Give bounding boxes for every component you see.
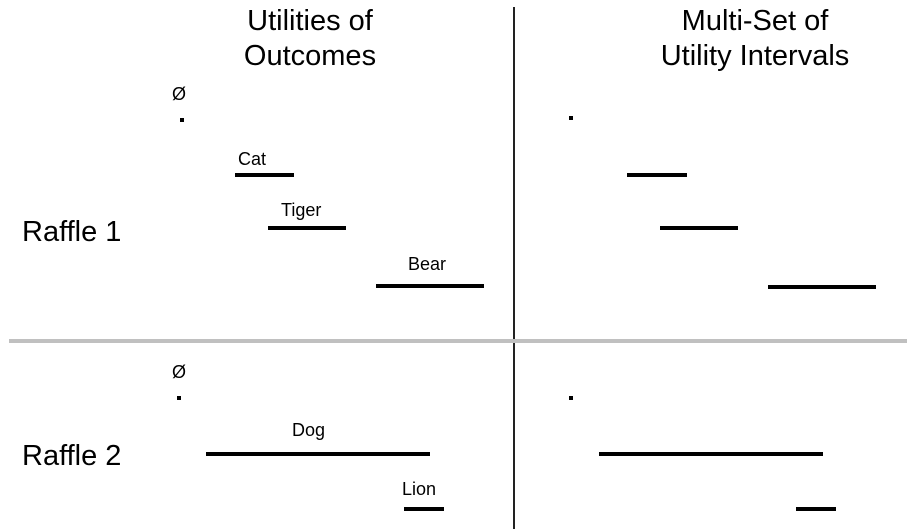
outcome-label-empty-raffle-1: Ø (172, 84, 187, 104)
outcome-label-tiger: Tiger (281, 200, 322, 220)
outcome-label-empty-raffle-2: Ø (172, 362, 187, 382)
heading-left-line-2: Outcomes (243, 40, 377, 72)
horizontal-divider (9, 339, 907, 343)
outcome-label-cat: Cat (238, 149, 267, 169)
heading-multi-set-of-utility-intervals (625, 4, 885, 74)
multiset-interval-tiger (660, 226, 738, 230)
multiset-point-empty-raffle-1 (569, 116, 573, 120)
outcome-label-bear: Bear (408, 254, 447, 274)
multiset-interval-dog (599, 452, 823, 456)
heading-right-line-1: Multi-Set of (681, 5, 829, 37)
outcome-interval-bear (376, 284, 484, 288)
outcome-interval-lion (404, 507, 444, 511)
outcome-point-empty-raffle-1 (180, 118, 184, 122)
heading-right-line-2: Utility Intervals (660, 40, 850, 72)
multiset-interval-cat (627, 173, 687, 177)
outcome-point-empty-raffle-2 (177, 396, 181, 400)
outcome-interval-cat (235, 173, 294, 177)
heading-utilities-of-outcomes (215, 4, 405, 74)
row-label-raffle-1: Raffle 1 (22, 216, 122, 248)
outcome-interval-tiger (268, 226, 346, 230)
row-label-raffle-2: Raffle 2 (22, 440, 122, 472)
outcome-label-lion: Lion (402, 479, 437, 499)
multiset-interval-lion (796, 507, 836, 511)
heading-left-line-1: Utilities of (247, 5, 373, 37)
vertical-divider (513, 7, 515, 529)
outcome-interval-dog (206, 452, 430, 456)
multiset-interval-bear (768, 285, 876, 289)
outcome-label-dog: Dog (292, 420, 326, 440)
multiset-point-empty-raffle-2 (569, 396, 573, 400)
